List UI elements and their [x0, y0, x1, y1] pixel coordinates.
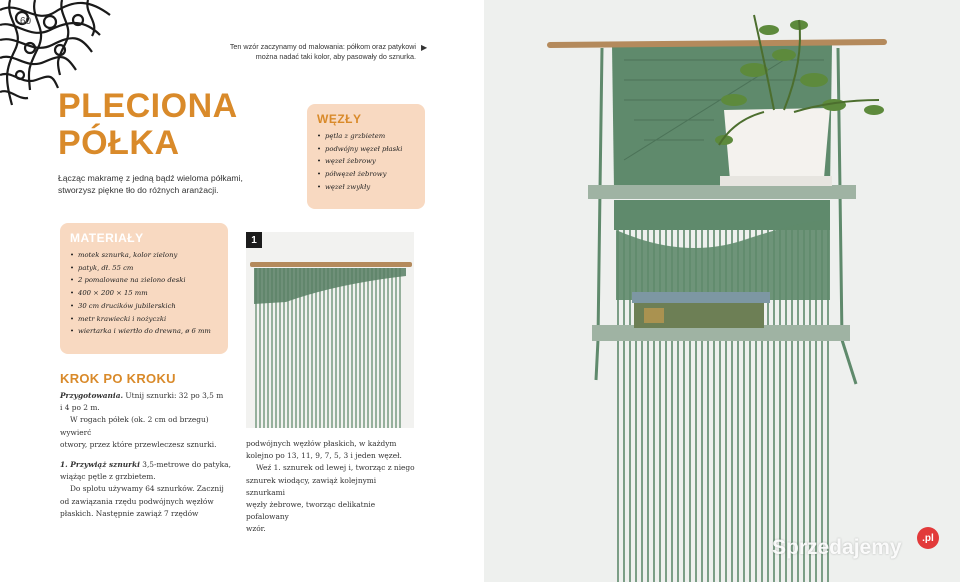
list-item: • pętla z grzbietem — [317, 130, 415, 143]
materials-title: MATERIAŁY — [70, 231, 144, 245]
prep-label: Przygotowania. — [60, 391, 124, 400]
body-text: W rogach półek (ok. 2 cm od brzegu) wywierć — [60, 415, 209, 437]
body-text: sznurek wiodący, zawiąż kolejnymi sznurkami — [246, 475, 377, 497]
list-item: • węzeł zwykły — [317, 181, 415, 194]
intro-line: Ten wzór zaczynamy od malowania: półkom oraz patykowi — [229, 42, 416, 51]
list-item: • podwójny węzeł płaski — [317, 143, 415, 156]
watermark-text: Sprzedajemy — [772, 536, 902, 559]
list-item: • metr krawiecki i nożyczki — [70, 313, 218, 326]
subtitle-line: stworzysz piękne tło do różnych aranżacji. — [58, 185, 219, 195]
list-item: • patyk, dł. 55 cm — [70, 262, 218, 275]
page-number: 60 — [20, 16, 32, 27]
page-title — [58, 88, 258, 162]
intro-line: można nadać taki kolor, aby pasowały do sznurka. — [255, 52, 416, 61]
body-text: wzór. — [246, 524, 266, 534]
body-text: kolejno po 13, 11, 9, 7, 5, 3 i jeden węzeł. — [246, 451, 402, 461]
right-page-photo — [484, 0, 960, 582]
step-number-badge: 1 — [246, 232, 262, 248]
title-line: PÓŁKA — [58, 124, 180, 162]
body-text: otwory, przez które przewleczesz sznurki. — [60, 439, 217, 449]
step-1-photo — [246, 232, 414, 428]
body-text: od zawiązania rzędu podwójnych węzłów — [60, 496, 214, 506]
knots-title: WĘZŁY — [317, 112, 362, 126]
body-text: węzły żebrowe, tworząc delikatnie pofalowany — [246, 500, 376, 522]
body-text: i 4 po 2 m. — [60, 403, 100, 413]
step-photo-illustration — [246, 232, 414, 428]
instructions-column-1 — [60, 390, 235, 520]
intro-note — [210, 42, 416, 62]
list-item: • motek sznurka, kolor zielony — [70, 249, 218, 262]
list-item: • 30 cm drucików jubilerskich — [70, 300, 218, 313]
body-text: 3,5-metrowe do patyka, — [139, 460, 231, 470]
arrow-right-icon: ▶ — [421, 43, 428, 52]
body-text: płaskich. Następnie zawiąż 7 rzędów — [60, 508, 199, 518]
title-line: PLECIONA — [58, 87, 238, 125]
subtitle-line: Łącząc makramę z jedną bądź wieloma półkami, — [58, 173, 243, 183]
instructions-column-2 — [246, 438, 416, 536]
body-text: Do splotu używamy 64 sznurków. Zacznij — [70, 484, 224, 494]
body-text: Utnij sznurki: 32 po 3,5 m — [123, 391, 224, 400]
body-text: podwójnych węzłów płaskich, w każdym — [246, 439, 397, 448]
subtitle — [58, 172, 273, 196]
list-item: • półwęzeł żebrowy — [317, 168, 415, 181]
steps-heading: KROK PO KROKU — [60, 371, 176, 386]
list-item: • wiertarka i wiertło do drewna, ø 6 mm — [70, 325, 218, 338]
macrame-shelf-photo — [484, 0, 960, 582]
body-text: wiążąc pętle z grzbietem. — [60, 472, 156, 482]
step1-label: 1. Przywiąż sznurki — [60, 460, 140, 470]
body-text: Weź 1. sznurek od lewej i, tworząc z niego — [256, 463, 415, 473]
list-item: • węzeł żebrowy — [317, 155, 415, 168]
knots-list — [317, 130, 415, 194]
materials-list — [70, 249, 218, 338]
list-item: • 400 × 200 × 15 mm — [70, 287, 218, 300]
materials-box — [60, 223, 228, 354]
knots-box — [307, 104, 425, 209]
watermark-badge: .pl — [917, 527, 939, 549]
list-item: • 2 pomalowane na zielono deski — [70, 274, 218, 287]
